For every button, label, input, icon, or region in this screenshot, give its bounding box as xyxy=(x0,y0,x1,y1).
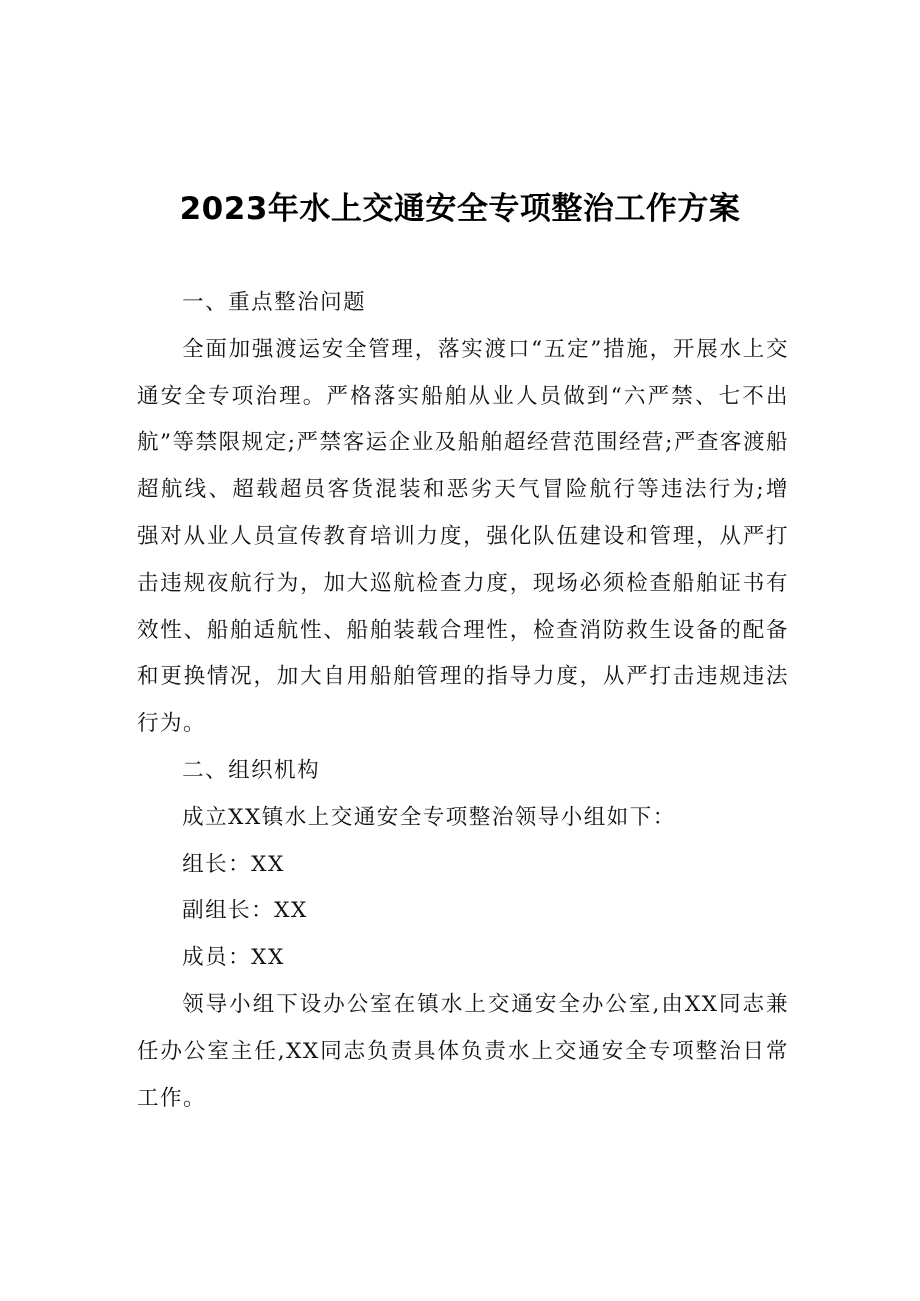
section-heading-organization: 二、组织机构 xyxy=(182,757,321,783)
document-body xyxy=(137,280,789,1122)
section-heading-key-issues: 一、重点整治问题 xyxy=(182,290,367,315)
line-members: 成员：XX xyxy=(182,945,285,971)
paragraph-office: 领导小组下设办公室在镇水上交通安全办公室,由XX同志兼任办公室主任,XX同志负责具体负责水上交通安全专项整治日常工作。 xyxy=(137,991,789,1111)
paragraph-org-intro: 成立XX镇水上交通安全专项整治领导小组如下： xyxy=(182,804,676,830)
paragraph-key-issues: 全面加强渡运安全管理，落实渡口“五定”措施，开展水上交通安全专项治理。严格落实船舶从业人员做到“六严禁、七不出航”等禁限规定;严禁客运企业及船舶超经营范围经营;严查客渡船超航线、超载超员客货混装和恶劣天气冒险航行等违法行为;增强对从业人员宣传教育培训力度，强化队伍建设和管理，从严打击违规夜航行为，加大巡航检查力度，现场必须检查船舶证书有效性、船舶适航性、船舶装载合理性，检查消防救生设备的配备和更换情况，加大自用船舶管理的指导力度，从严打击违规违法行为。 xyxy=(137,336,789,737)
line-deputy-leader: 副组长：XX xyxy=(182,898,308,924)
line-group-leader: 组长：XX xyxy=(182,851,285,877)
document-title: 2023年水上交通安全专项整治工作方案 xyxy=(179,191,741,227)
